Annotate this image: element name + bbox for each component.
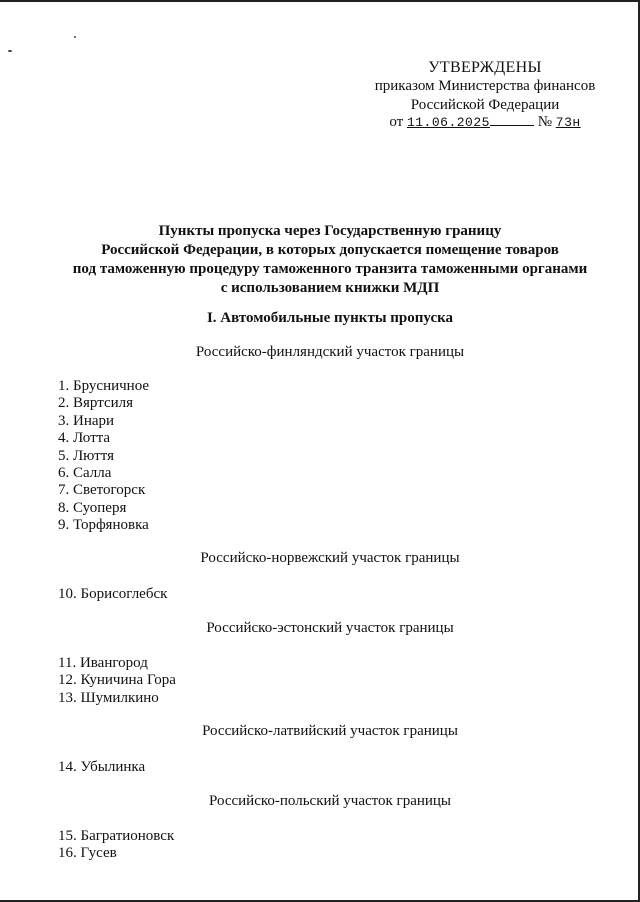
list-item: 2. Вяртсиля (58, 395, 134, 412)
document-title (40, 222, 620, 298)
approval-date-line (340, 113, 630, 132)
approval-date-number (340, 113, 630, 132)
approval-number: 73н (555, 115, 581, 130)
border-section-title: Российско-норвежский участок границы (200, 550, 460, 566)
list-item: 1. Брусничное (58, 378, 150, 394)
list-item: 13. Шумилкино (58, 689, 159, 706)
approval-block (340, 58, 630, 77)
list-item: 10. Борисоглебск (58, 586, 168, 602)
scan-speck (8, 50, 12, 52)
list-item: 8. Суоперя (58, 499, 127, 516)
list-item: 6. Салла (58, 465, 112, 482)
checkpoint-list (58, 655, 176, 707)
list-item: 15. Багратионовск (58, 828, 175, 844)
list-item: 3. Инари (58, 412, 115, 429)
number-prefix: № (537, 114, 553, 130)
list-item: 16. Гусев (58, 845, 117, 862)
approval-line-2: Российской Федерации (410, 97, 560, 113)
list-item: 7. Светогорск (58, 482, 146, 499)
border-section-title: Российско-эстонский участок границы (206, 620, 454, 636)
list-item: 12. Куничина Гора (58, 672, 176, 689)
approval-line-1: приказом Министерства финансов (374, 78, 596, 94)
border-section-title: Российско-латвийский участок границы (202, 723, 458, 739)
date-prefix: от (389, 114, 404, 130)
checkpoint-list (58, 586, 167, 603)
list-item: 14. Убылинка (58, 759, 146, 775)
list-item: 9. Торфяновка (58, 517, 149, 534)
checkpoint-list (58, 759, 145, 776)
title-line: под таможенную процедуру таможенного транзита таможенными органами (72, 261, 588, 277)
section-heading: I. Автомобильные пункты пропуска (206, 310, 454, 326)
list-item: 4. Лотта (58, 430, 111, 447)
list-item: 11. Ивангород (58, 655, 148, 671)
checkpoint-list (58, 378, 149, 535)
title-line: Пункты пропуска через Государственную границу (158, 223, 502, 239)
border-section-title: Российско-польский участок границы (208, 793, 452, 809)
checkpoint-list (58, 828, 174, 863)
date-underline-filler (490, 124, 534, 126)
border-section-title: Российско-финляндский участок границы (195, 344, 465, 360)
title-line: с использованием книжки МДП (220, 280, 440, 296)
approval-order-line (340, 77, 630, 115)
title-line: Российской Федерации, в которых допускается помещение товаров (101, 242, 559, 258)
approval-title: УТВЕРЖДЕНЫ (428, 59, 542, 76)
approval-date: 11.06.2025 (406, 115, 490, 130)
scan-speck (74, 36, 76, 38)
list-item: 5. Люття (58, 447, 114, 464)
scan-edge-top (0, 0, 640, 2)
